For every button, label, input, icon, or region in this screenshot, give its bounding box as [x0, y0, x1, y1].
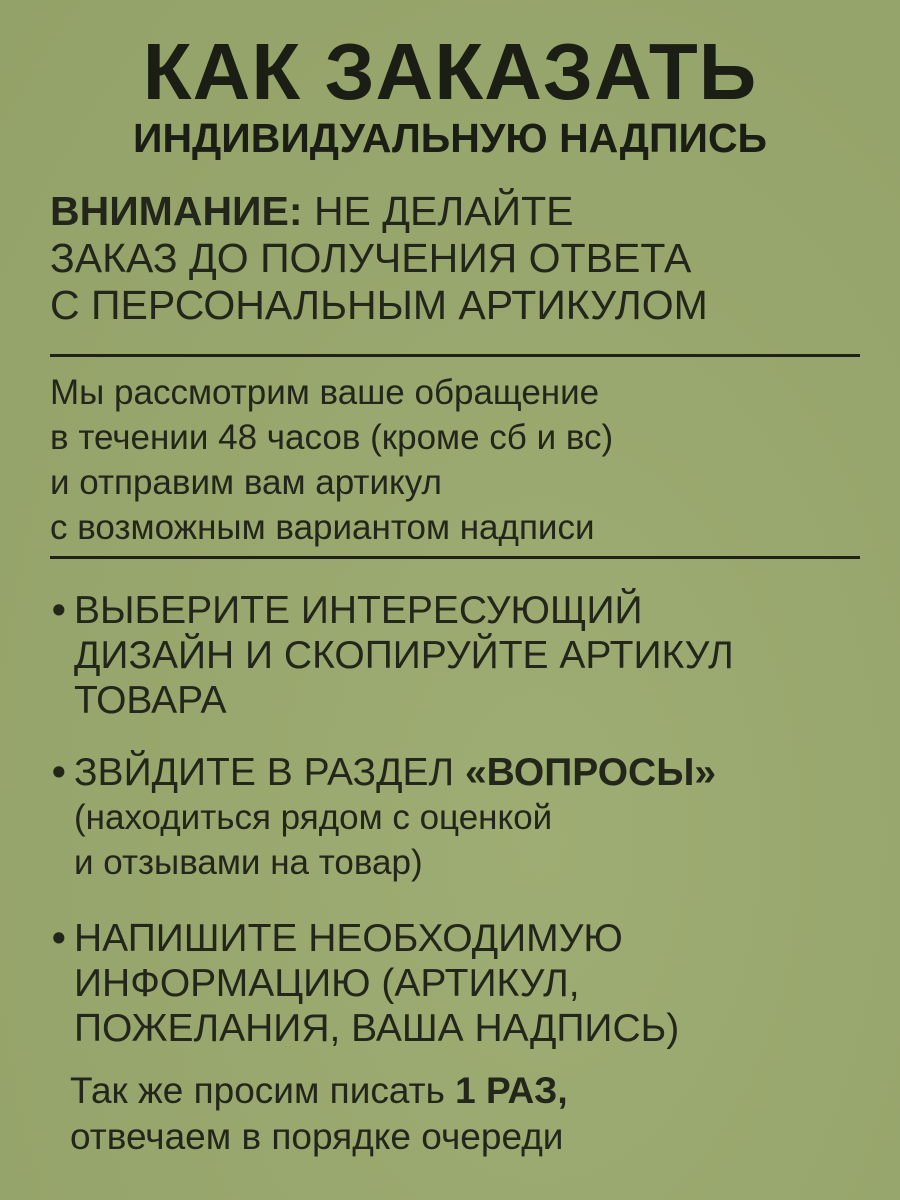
step-line: ВЫБЕРИТЕ ИНТЕРЕСУЮЩИЙ: [74, 589, 643, 632]
warning-text-1: НЕ ДЕЛАЙТЕ: [313, 188, 574, 234]
warning-lead: ВНИМАНИЕ:: [50, 188, 303, 234]
step-line: ТОВАРА: [74, 679, 227, 722]
info-line: и отправим вам артикул: [50, 463, 442, 502]
step-line: ДИЗАЙН И СКОПИРУЙТЕ АРТИКУЛ: [74, 634, 734, 677]
step-line: ИНФОРМАЦИЮ (АРТИКУЛ,: [74, 962, 580, 1005]
step-note: и отзывами на товар): [74, 843, 423, 882]
step-note: (находиться рядом с оценкой: [74, 798, 553, 837]
warning-line-1: [50, 188, 870, 235]
bullet-icon: •: [52, 751, 66, 794]
info-block: [50, 370, 870, 550]
footer-line-1: [70, 1068, 870, 1114]
step-text: [74, 750, 874, 885]
warning-line-2: ЗАКАЗ ДО ПОЛУЧЕНИЯ ОТВЕТА: [50, 235, 692, 281]
bullet-icon: •: [52, 917, 66, 960]
step-line: [74, 750, 874, 795]
info-line: Мы рассмотрим ваше обращение: [50, 373, 600, 412]
step-line: ПОЖЕЛАНИЯ, ВАША НАДПИСЬ): [74, 1007, 680, 1050]
step-line-text: ЗВЙДИТЕ В РАЗДЕЛ: [74, 751, 455, 794]
page-title: КАК ЗАКАЗАТЬ: [142, 27, 758, 116]
warning-line-3: С ПЕРСОНАЛЬНЫМ АРТИКУЛОМ: [50, 282, 708, 328]
info-line: в течении 48 часов (кроме сб и вс): [50, 418, 614, 457]
bullet-icon: •: [52, 589, 66, 632]
step-text: [74, 916, 874, 1051]
warning-block: [50, 188, 870, 329]
footer-emphasis: 1 РАЗ,: [455, 1070, 568, 1111]
page-subtitle: ИНДИВИДУАЛЬНУЮ НАДПИСЬ: [132, 115, 768, 161]
divider-top: [50, 354, 860, 357]
info-line: с возможным вариантом надписи: [50, 508, 595, 547]
footer-line-2: отвечаем в порядке очереди: [70, 1116, 564, 1157]
section-name: «ВОПРОСЫ»: [464, 751, 717, 794]
divider-bottom: [50, 556, 860, 559]
footer-note: [70, 1068, 870, 1160]
step-line: НАПИШИТЕ НЕОБХОДИМУЮ: [74, 917, 623, 960]
step-text: [74, 588, 874, 723]
footer-text: Так же просим писать: [70, 1070, 445, 1111]
